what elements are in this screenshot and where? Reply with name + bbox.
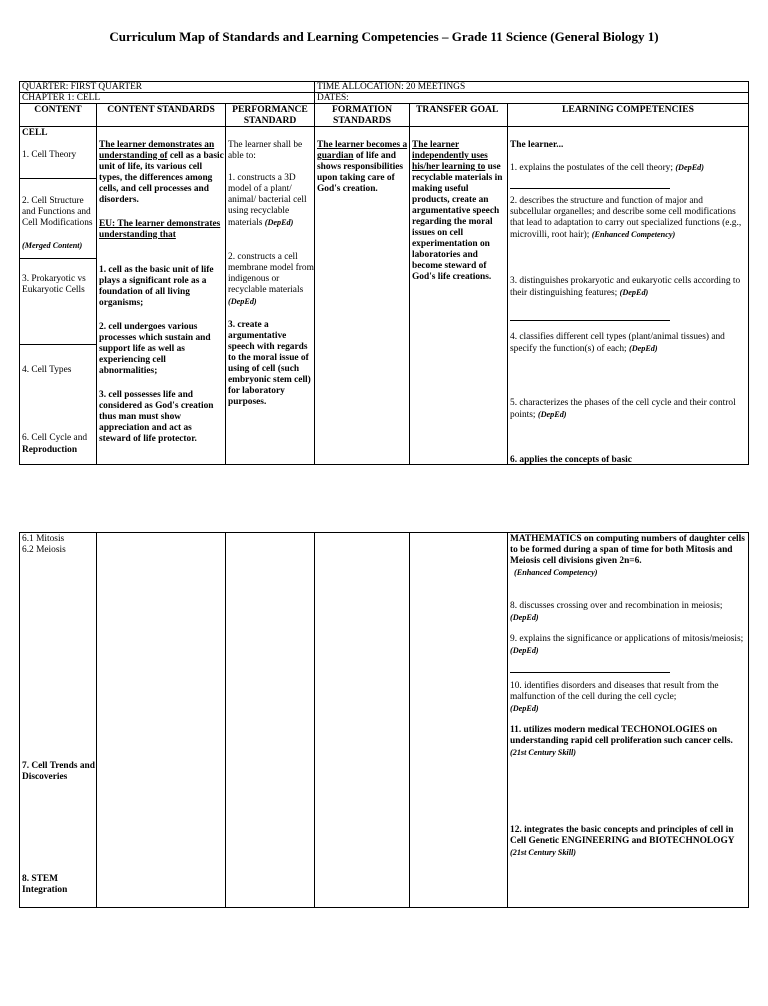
content-standards-intro: The learner demonstrates an understanding of cell as a basic unit of life, its various cell types, the differences among cells, and cell processes and disorders. xyxy=(99,140,224,205)
content-cell-cycle: 6. Cell Cycle and xyxy=(22,433,88,443)
content-cell-trends: 7. Cell Trends and Discoveries xyxy=(22,761,95,782)
content-cell-structure: 2. Cell Structure and Functions and Cell Modifications xyxy=(22,196,93,228)
performance-2: 2. constructs a cell membrane model from indigenous or recyclable materials (DepEd) xyxy=(228,252,314,306)
content-standards-eu: EU: The learner demonstrates understanding that xyxy=(99,219,221,240)
competency-8: 8. discusses crossing over and recombination in meiosis; (DepEd) xyxy=(510,601,723,622)
performance-1: 1. constructs a 3D model of a plant/ animal/ bacterial cell using recyclable materials (DepEd) xyxy=(228,173,307,228)
content-meiosis: 6.2 Meiosis xyxy=(22,545,66,555)
performance-intro: The learner shall be able to: xyxy=(228,140,303,161)
content-standards-3: 3. cell possesses life and considered as God's creation thus man must show appreciation and act as steward of life protector. xyxy=(99,390,214,444)
content-standards-1: 1. cell as the basic unit of life plays a significant role as a foundation of all living organisms; xyxy=(99,265,214,308)
header-formation-standards: FORMATION STANDARDS xyxy=(331,104,393,126)
formation-standard: The learner becomes a guardian of life and shows responsibilities upon taking care of God's creation. xyxy=(317,140,408,194)
quarter-label: QUARTER: FIRST QUARTER xyxy=(22,82,143,92)
content-stem-integration: 8. STEM Integration xyxy=(22,874,68,895)
competency-1: 1. explains the postulates of the cell theory; (DepEd) xyxy=(510,163,704,173)
content-mitosis: 6.1 Mitosis xyxy=(22,534,65,544)
competency-2: 2. describes the structure and function of major and subcellular organelles; and describe some cell modifications that lead to adaptation to carry out specialized functions (e.g., microvilli, root hair); (Enhanced Competency) xyxy=(510,196,742,240)
competency-3: 3. distinguishes prokaryotic and eukaryotic cells according to their distinguishing features; (DepEd) xyxy=(510,276,741,298)
time-allocation-label: TIME ALLOCATION: 20 MEETINGS xyxy=(317,82,466,92)
header-learning-competencies: LEARNING COMPETENCIES xyxy=(562,104,694,115)
content-cell-theory: 1. Cell Theory xyxy=(22,150,77,160)
header-content: CONTENT xyxy=(34,104,82,115)
page-title: Curriculum Map of Standards and Learning Competencies – Grade 11 Science (General Biology 1) xyxy=(109,29,659,44)
transfer-goal: The learner independently uses his/her learning to use recyclable materials in making useful products, create an argumentative speech regarding the moral issues on cell experimentation on laboratories and become steward of God's life creations. xyxy=(412,140,503,282)
curriculum-table-bottom xyxy=(19,532,749,908)
competency-5: 5. characterizes the phases of the cell cycle and their control points; (DepEd) xyxy=(510,398,736,420)
content-prokaryotic-eukaryotic: 3. Prokaryotic vs Eukaryotic Cells xyxy=(22,274,86,295)
competency-10: 10. identifies disorders and diseases that result from the malfunction of the cell during the cell cycle; (DepEd) xyxy=(510,681,719,713)
competency-12: 12. integrates the basic concepts and principles of cell in Cell Genetic ENGINEERING and BIOTECHNOLOGY (21st Century Skill) xyxy=(510,825,735,857)
header-content-standards: CONTENT STANDARDS xyxy=(107,104,215,115)
competency-4: 4. classifies different cell types (plant/animal tissues) and specify the function(s) of each; (DepEd) xyxy=(510,332,725,354)
content-merged-note: (Merged Content) xyxy=(22,241,83,250)
content-cell-types: 4. Cell Types xyxy=(22,365,72,375)
header-transfer-goal: TRANSFER GOAL xyxy=(416,104,499,115)
competency-6-start: 6. applies the concepts of basic xyxy=(510,455,632,465)
content-standards-2: 2. cell undergoes various processes which sustain and support life as well as experiencing cell abnormalities; xyxy=(99,322,211,376)
chapter-label: CHAPTER 1: CELL xyxy=(22,93,101,103)
header-performance-standard: PERFORMANCE STANDARD xyxy=(232,104,308,126)
content-cell-heading: CELL xyxy=(22,128,48,138)
competency-9: 9. explains the significance or applications of mitosis/meiosis; (DepEd) xyxy=(510,634,744,655)
competencies-intro: The learner... xyxy=(510,140,564,150)
performance-3: 3. create a argumentative speech with regards to the moral issue of using of cell (such embryonic stem cell) for laboratory purposes. xyxy=(228,320,311,407)
competency-11: 11. utilizes modern medical TECHONOLOGIES on understanding rapid cell proliferation such cancer cells. (21st Century Skill) xyxy=(510,725,733,757)
dates-label: DATES: xyxy=(317,93,349,103)
curriculum-table-top xyxy=(19,81,749,465)
content-reproduction: Reproduction xyxy=(22,445,78,455)
competency-6-cont: MATHEMATICS on computing numbers of daughter cells to be formed during a span of time for both Mitosis and Meiosis cell divisions given 2n=6. (Enhanced Competency) xyxy=(510,534,745,577)
